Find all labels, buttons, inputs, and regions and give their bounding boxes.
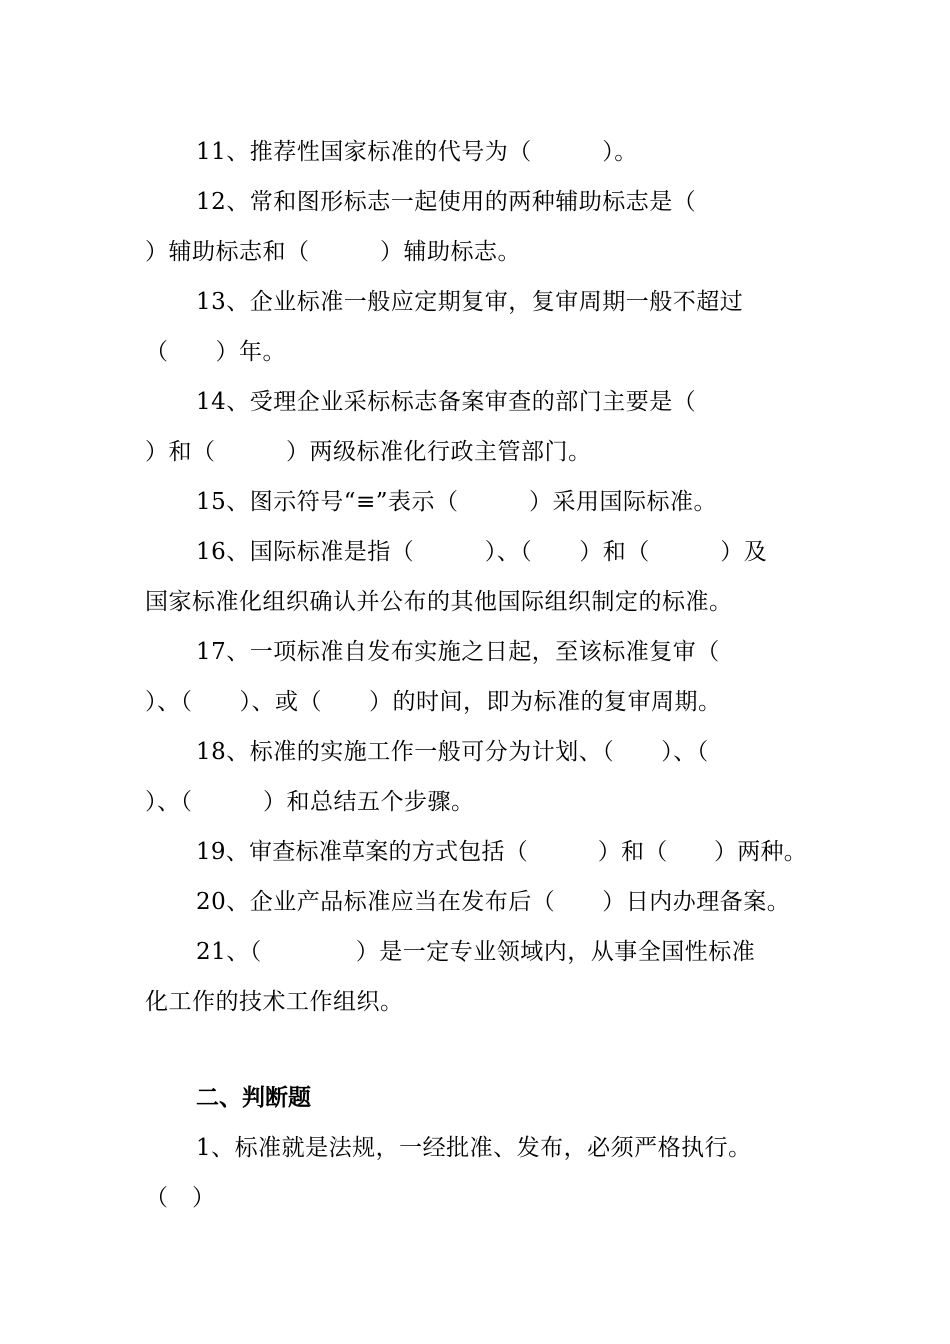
question-12-line-2: ）辅助标志和（ ）辅助标志。 (145, 239, 521, 265)
question-16-line-2: 国家标准化组织确认并公布的其他国际组织制定的标准。 (145, 589, 733, 615)
question-11-line-1: 11、推荐性国家标准的代号为（ ）。 (196, 139, 638, 165)
section-heading-judgement: 二、判断题 (196, 1084, 311, 1111)
judgement-1-line-2: （ ） (145, 1185, 216, 1211)
question-21-line-1: 21、（ ）是一定专业领域内，从事全国性标准 (196, 939, 756, 965)
question-16-line-1: 16、国际标准是指（ ）、（ ）和（ ）及 (196, 539, 768, 565)
judgement-1-line-1: 1、标准就是法规，一经批准、发布，必须严格执行。 (196, 1135, 752, 1161)
question-19-line-1: 19、审查标准草案的方式包括（ ）和（ ）两种。 (196, 839, 808, 865)
question-14-line-1: 14、受理企业采标标志备案审查的部门主要是（ (196, 389, 697, 415)
question-20-line-1: 20、企业产品标准应当在发布后（ ）日内办理备案。 (196, 889, 791, 915)
question-13-line-2: （ ）年。 (145, 339, 286, 365)
question-21-line-2: 化工作的技术工作组织。 (145, 989, 404, 1015)
question-17-line-1: 17、一项标准自发布实施之日起，至该标准复审（ (196, 639, 720, 665)
question-17-line-2: ）、（ ）、或（ ）的时间，即为标准的复审周期。 (145, 689, 722, 715)
question-18-line-2: ）、（ ）和总结五个步骤。 (145, 789, 475, 815)
question-15-line-1: 15、图示符号“≡”表示（ ）采用国际标准。 (196, 489, 718, 515)
question-12-line-1: 12、常和图形标志一起使用的两种辅助标志是（ (196, 189, 697, 215)
question-18-line-1: 18、标准的实施工作一般可分为计划、（ ）、（ (196, 739, 709, 765)
question-13-line-1: 13、企业标准一般应定期复审，复审周期一般不超过 (196, 289, 744, 315)
question-14-line-2: ）和（ ）两级标准化行政主管部门。 (145, 439, 592, 465)
